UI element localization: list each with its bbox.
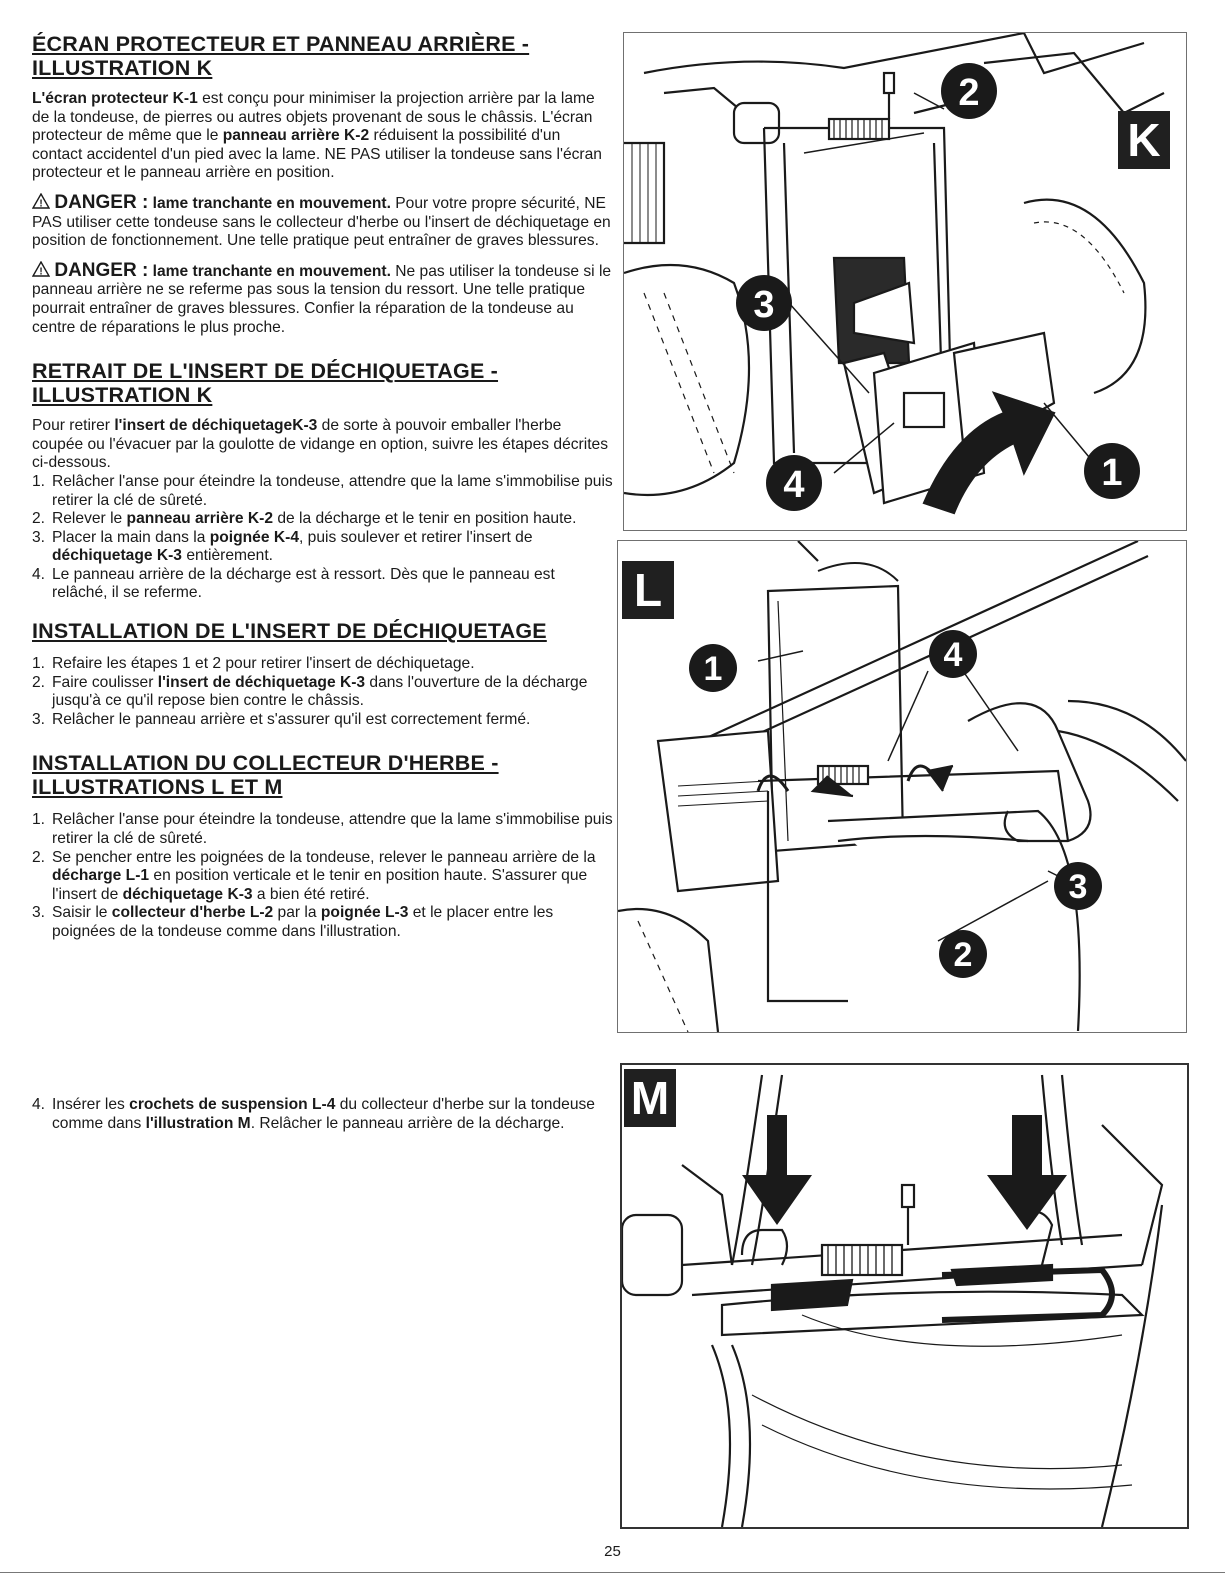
steps-list — [32, 473, 614, 603]
list-item: 1. Relâcher l'anse pour éteindre la tondeuse, attendre que la lame s'immobilise puis retirer la clé de sûreté. — [32, 811, 613, 848]
callout-k-1: 1 — [1101, 452, 1123, 494]
steps-list — [32, 1096, 614, 1133]
callout-k-4: 4 — [783, 464, 805, 506]
callout-l-4: 4 — [943, 636, 963, 674]
list-item: 1. Relâcher l'anse pour éteindre la tondeuse, attendre que la lame s'immobilise puis retirer la clé de sûreté. — [32, 472, 613, 509]
svg-text:!: ! — [39, 266, 43, 277]
list-item: 3. Placer la main dans la poignée K-4, puis soulever et retirer l'insert de déchiquetage K-3 entièrement. — [32, 528, 533, 565]
down-arrow-right-icon — [987, 1115, 1067, 1230]
list-item: 3. Relâcher le panneau arrière et s'assurer qu'il est correctement fermé. — [32, 710, 531, 728]
warning-triangle-icon — [32, 263, 50, 280]
danger-warning: ! DANGER : lame tranchante en mouvement. Pour votre propre sécurité, NE PAS utiliser cette tondeuse sans le collecteur d'herbe ou l'insert de déchiquetage en position de fonctionnement. Une telle pratique peut entraîner de graves blessures. — [32, 191, 611, 250]
svg-text:!: ! — [39, 198, 43, 209]
illustration-l-drawing — [618, 541, 1186, 1032]
section-title: ÉCRAN PROTECTEUR ET PANNEAU ARRIÈRE - ILLUSTRATION K — [32, 32, 530, 80]
section-title: RETRAIT DE L'INSERT DE DÉCHIQUETAGE - ILLUSTRATION K — [32, 359, 499, 408]
list-item: 2. Relever le panneau arrière K-2 de la décharge et le tenir en position haute. — [32, 510, 577, 528]
callout-k-2: 2 — [958, 72, 980, 114]
danger-warning: ! DANGER : lame tranchante en mouvement. Ne pas utiliser la tondeuse si le panneau arrière ne se referme pas sous la tension du ressort. Une telle pratique pourrait entraîner de graves blessures. Confier la réparation de la tondeuse au centre de réparations le plus proche. — [32, 259, 612, 336]
illustration-k-drawing — [624, 33, 1186, 530]
illustration-l — [617, 540, 1187, 1033]
page-number: 25 — [604, 1543, 621, 1560]
figure-letter-k: K — [1118, 111, 1170, 169]
down-arrow-left-icon — [742, 1115, 812, 1225]
list-item: 3. Saisir le collecteur d'herbe L-2 par la poignée L-3 et le placer entre les poignées de la tondeuse comme dans l'illustration. — [32, 904, 554, 940]
section-title: INSTALLATION DU COLLECTEUR D'HERBE - ILLUSTRATIONS L ET M — [32, 751, 499, 800]
list-item: 2. Faire coulisser l'insert de déchiquetage K-3 dans l'ouverture de la décharge jusqu'à ce qu'il repose bien contre le châssis. — [32, 673, 588, 710]
paragraph: Pour retirer l'insert de déchiquetageK-3 de sorte à pouvoir emballer l'herbe coupée ou l'évacuer par la goulotte de vidange en option, suivre les étapes décrites ci-dessous. — [32, 417, 608, 472]
callout-l-1: 1 — [703, 650, 723, 688]
callout-l-3: 3 — [1068, 868, 1088, 906]
figure-letter-m: M — [624, 1069, 676, 1127]
callout-l-2: 2 — [953, 936, 973, 974]
illustration-m-drawing — [622, 1065, 1187, 1527]
steps-list — [32, 655, 614, 729]
list-item: 1. Refaire les étapes 1 et 2 pour retirer l'insert de déchiquetage. — [32, 655, 475, 673]
warning-triangle-icon — [32, 195, 50, 212]
section-title: INSTALLATION DE L'INSERT DE DÉCHIQUETAGE — [32, 619, 547, 644]
list-item: 4. Le panneau arrière de la décharge est à ressort. Dès que le panneau est relâché, il se referme. — [32, 565, 555, 602]
figure-letter-l: L — [622, 561, 674, 619]
callout-k-3: 3 — [753, 284, 775, 326]
section-ecran-protecteur — [32, 32, 614, 942]
list-item: 4. Insérer les crochets de suspension L-4 du collecteur d'herbe sur la tondeuse comme dans l'illustration M. Relâcher le panneau arrière de la décharge. — [32, 1096, 595, 1132]
section-step-4 — [32, 1096, 614, 1133]
paragraph: L'écran protecteur K-1 est conçu pour minimiser la projection arrière par la lame de la tondeuse, de pierres ou autres objets provenant de sous le châssis. L'écran protecteur de même que le panneau arrière K-2 réduisent la possibilité d'un contact accidentel d'un pied avec la lame. NE PAS utiliser la tondeuse sans l'écran protecteur et le panneau arrière en position. — [32, 90, 602, 182]
steps-list — [32, 811, 614, 941]
illustration-m — [620, 1063, 1189, 1529]
illustration-k — [623, 32, 1187, 531]
list-item: 2. Se pencher entre les poignées de la tondeuse, relever le panneau arrière de la décharge L-1 en position verticale et le tenir en position haute. S'assurer que l'insert de déchiquetage K-3 a bien été retiré. — [32, 848, 596, 903]
footer-rule — [0, 1572, 1225, 1573]
